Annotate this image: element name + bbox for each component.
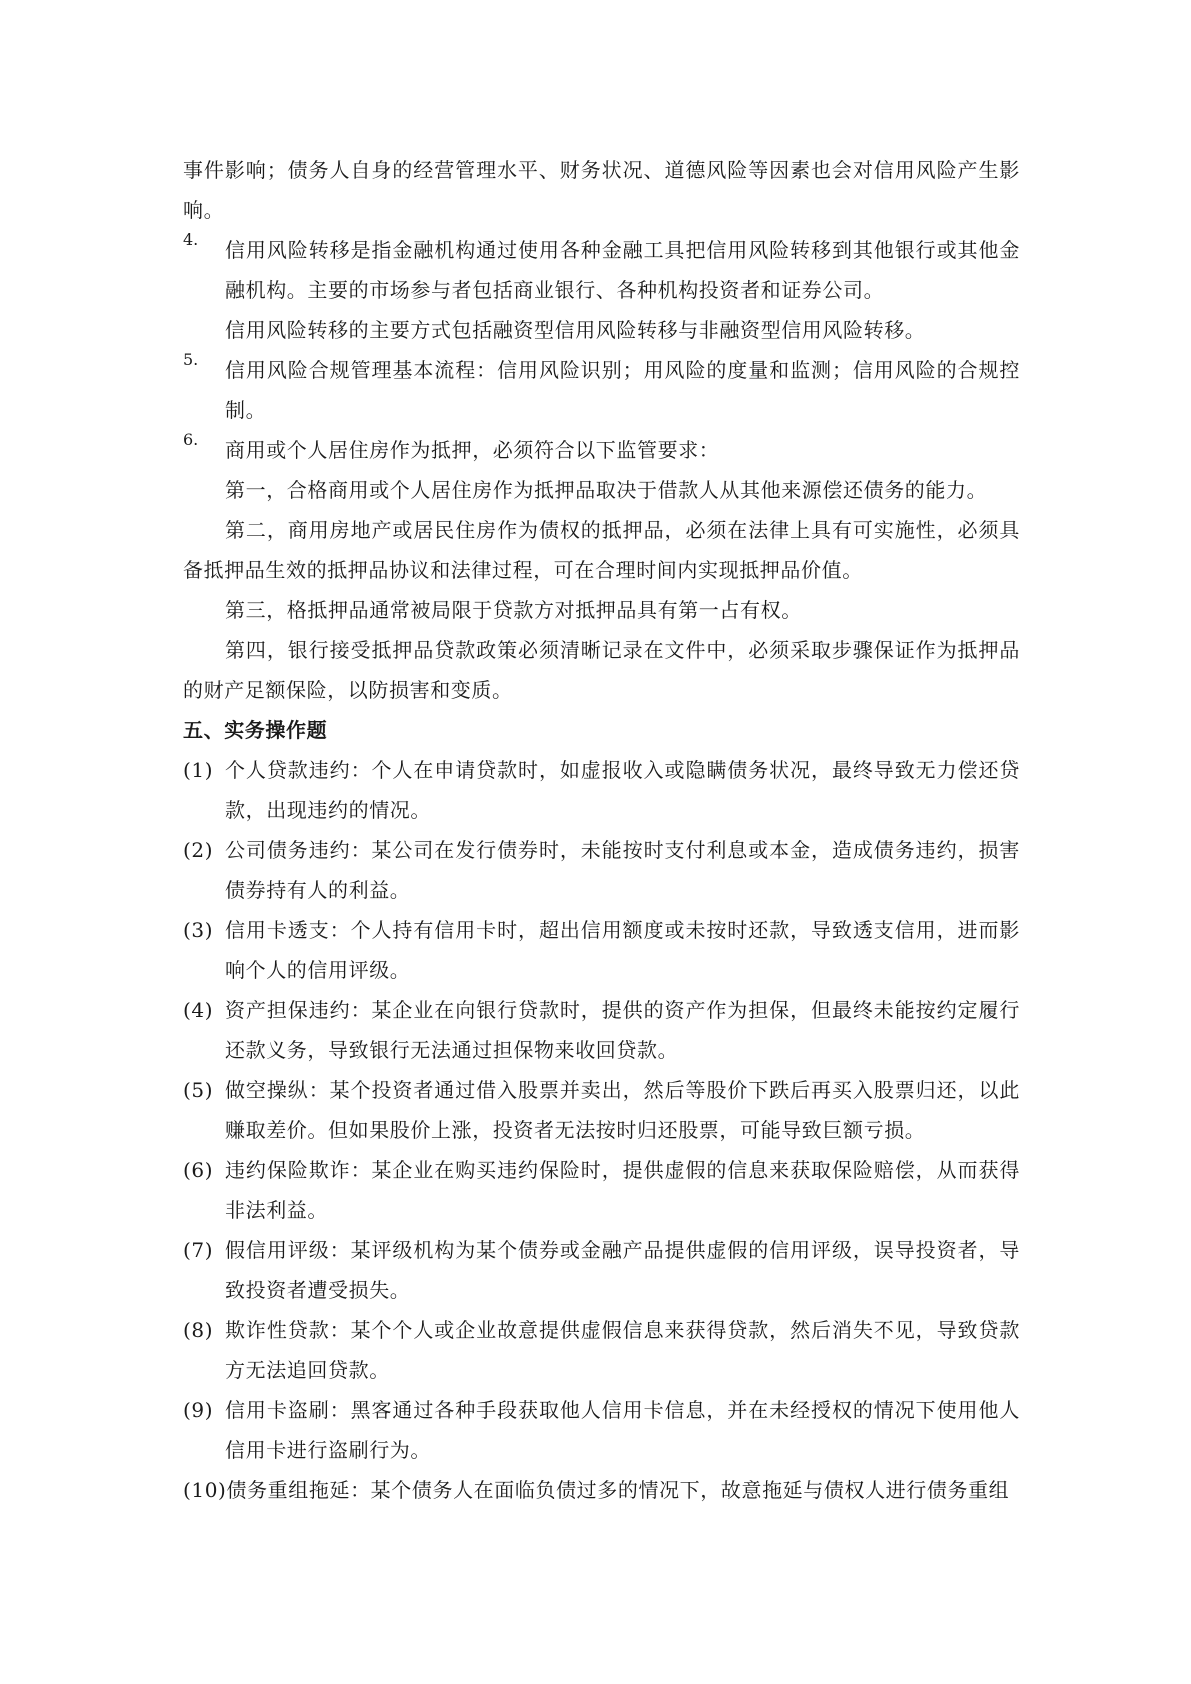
item-text: 资产担保违约：某企业在向银行贷款时，提供的资产作为担保，但最终未能按约定履行还款义务，导致银行无法通过担保物来收回贷款。 [225, 998, 1020, 1062]
item-number: (3) [183, 918, 214, 942]
paragraph-continuation: 事件影响；债务人自身的经营管理水平、财务状况、道德风险等因素也会对信用风险产生影响。 [183, 158, 1020, 222]
item-number: (8) [183, 1318, 214, 1342]
item-number: (2) [183, 838, 214, 862]
paragraph-text: 信用风险合规管理基本流程：信用风险识别；用风险的度量和监测；信用风险的合规控制。 [225, 358, 1020, 422]
paragraph-indented: 第二，商用房地产或居民住房作为债权的抵押品，必须在法律上具有可实施性，必须具备抵押品生效的抵押品协议和法律过程，可在合理时间内实现抵押品价值。 [183, 518, 1020, 582]
item-text: 信用卡盗刷：黑客通过各种手段获取他人信用卡信息，并在未经授权的情况下使用他人信用卡进行盗刷行为。 [225, 1398, 1020, 1462]
list-item [183, 910, 1020, 990]
paragraph-indented: 第一，合格商用或个人居住房作为抵押品取决于借款人从其他来源偿还债务的能力。 [225, 478, 988, 502]
item-number: (4) [183, 998, 214, 1022]
item-number: (6) [183, 1158, 214, 1182]
item-number: (1) [183, 758, 214, 782]
item-number: (9) [183, 1398, 214, 1422]
list-item [183, 1310, 1020, 1390]
paragraph-number: 6. [183, 430, 199, 449]
paragraph-text: 商用或个人居住房作为抵押，必须符合以下监管要求： [225, 438, 720, 462]
item-number: (10) [183, 1478, 227, 1502]
item-text: 信用卡透支：个人持有信用卡时，超出信用额度或未按时还款，导致透支信用，进而影响个人的信用评级。 [225, 918, 1020, 982]
paragraph-number: 5. [183, 350, 199, 369]
paragraph-text: 信用风险转移是指金融机构通过使用各种金融工具把信用风险转移到其他银行或其他金融机构。主要的市场参与者包括商业银行、各种机构投资者和证券公司。 [225, 238, 1020, 302]
list-item [183, 830, 1020, 910]
list-item [183, 1470, 1020, 1510]
item-text: 违约保险欺诈：某企业在购买违约保险时，提供虚假的信息来获取保险赔偿，从而获得非法利益。 [225, 1158, 1020, 1222]
page-content [183, 150, 1020, 1510]
paragraph-indented: 第三，格抵押品通常被局限于贷款方对抵押品具有第一占有权。 [225, 598, 802, 622]
item-number: (7) [183, 1238, 214, 1262]
list-item [183, 1390, 1020, 1470]
numbered-paragraph-5 [183, 350, 1020, 430]
item-number: (5) [183, 1078, 214, 1102]
numbered-paragraph-6 [183, 430, 1020, 470]
item-text: 做空操纵：某个投资者通过借入股票并卖出，然后等股价下跌后再买入股票归还，以此赚取差价。但如果股价上涨，投资者无法按时归还股票，可能导致巨额亏损。 [225, 1078, 1020, 1142]
practice-question-list [183, 750, 1020, 1510]
list-item [183, 1230, 1020, 1310]
item-text: 公司债务违约：某公司在发行债券时，未能按时支付利息或本金，造成债务违约，损害债券持有人的利益。 [225, 838, 1020, 902]
item-text: 个人贷款违约：个人在申请贷款时，如虚报收入或隐瞒债务状况，最终导致无力偿还贷款，出现违约的情况。 [225, 758, 1020, 822]
paragraph-indented: 第四，银行接受抵押品贷款政策必须清晰记录在文件中，必须采取步骤保证作为抵押品的财产足额保险，以防损害和变质。 [183, 638, 1020, 702]
list-item [183, 1070, 1020, 1150]
paragraph-indented: 信用风险转移的主要方式包括融资型信用风险转移与非融资型信用风险转移。 [225, 318, 926, 342]
item-text: 债务重组拖延：某个债务人在面临负债过多的情况下，故意拖延与债权人进行债务重组 [226, 1478, 1010, 1502]
item-text: 欺诈性贷款：某个个人或企业故意提供虚假信息来获得贷款，然后消失不见，导致贷款方无法追回贷款。 [225, 1318, 1020, 1382]
item-text: 假信用评级：某评级机构为某个债券或金融产品提供虚假的信用评级，误导投资者，导致投资者遭受损失。 [225, 1238, 1020, 1302]
paragraph-number: 4. [183, 230, 199, 249]
list-item [183, 990, 1020, 1070]
numbered-paragraph-4 [183, 230, 1020, 310]
section-heading: 五、实务操作题 [183, 718, 328, 742]
list-item [183, 750, 1020, 830]
list-item [183, 1150, 1020, 1230]
